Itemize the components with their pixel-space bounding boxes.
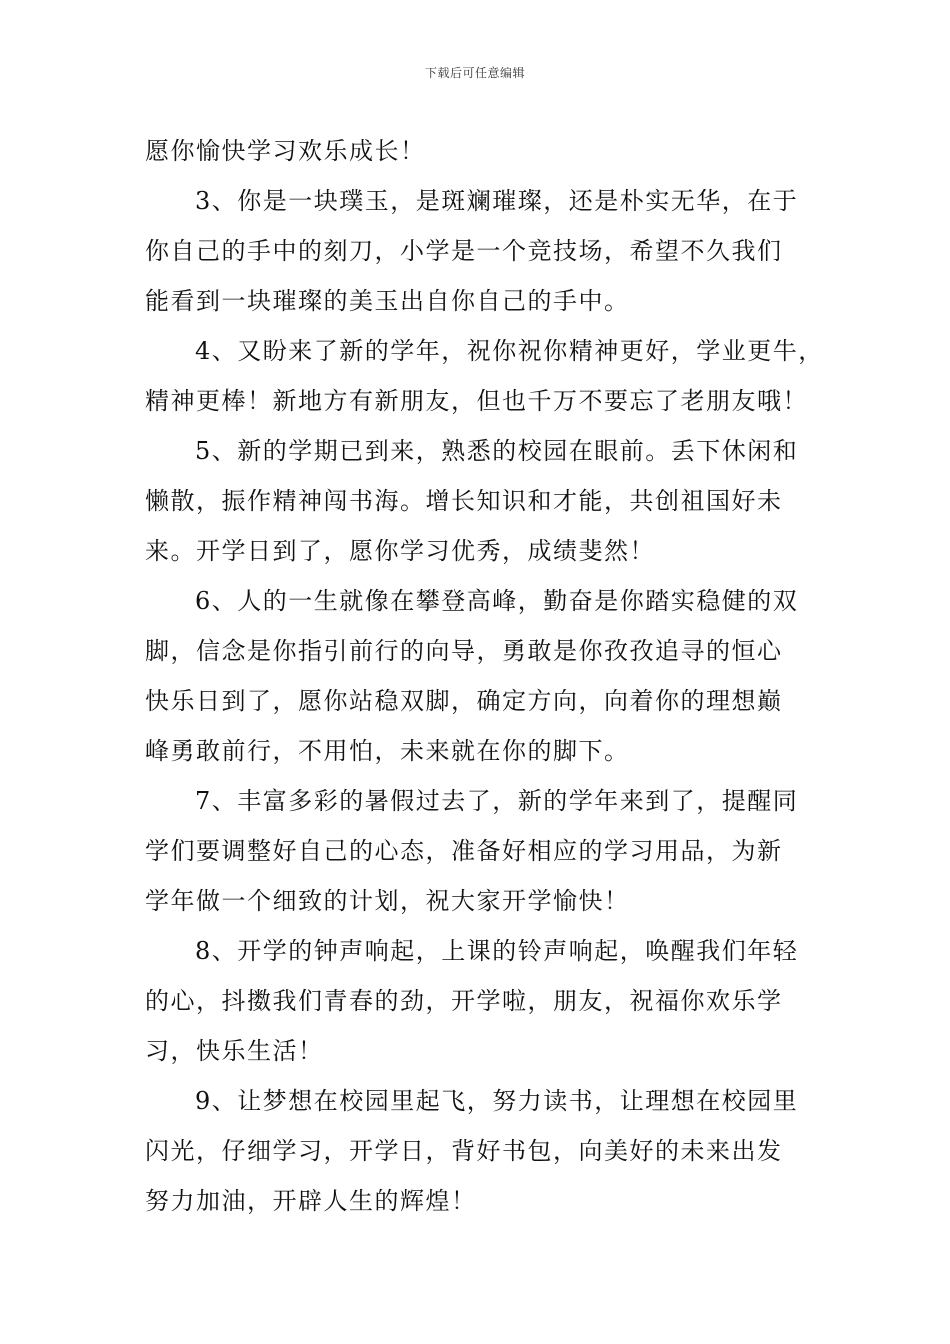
text-line: 努力加油，开辟人生的辉煌！ xyxy=(145,1187,477,1215)
document-body xyxy=(145,126,824,1226)
paragraph-4-line-1: 4、又盼来了新的学年，祝你祝你精神更好，学业更牛， xyxy=(195,337,824,365)
text-line: 峰勇敢前行，不用怕，未来就在你的脚下。 xyxy=(145,737,630,765)
page-header: 下载后可任意编辑 xyxy=(424,66,525,80)
paragraph-6-line-1: 6、人的一生就像在攀登高峰，勤奋是你踏实稳健的双 xyxy=(195,587,799,615)
paragraph-5-line-1: 5、新的学期已到来，熟悉的校园在眼前。丢下休闲和 xyxy=(195,437,799,465)
text-line: 能看到一块璀璨的美玉出自你自己的手中。 xyxy=(145,287,630,315)
text-line: 习，快乐生活！ xyxy=(145,1037,324,1065)
paragraph-9-line-1: 9、让梦想在校园里起飞，努力读书，让理想在校园里 xyxy=(195,1087,799,1115)
text-line: 闪光，仔细学习，开学日，背好书包，向美好的未来出发 xyxy=(145,1137,783,1165)
text-line: 懒散，振作精神闯书海。增长知识和才能，共创祖国好未 xyxy=(145,487,783,515)
text-line: 脚，信念是你指引前行的向导，勇敢是你孜孜追寻的恒心 xyxy=(145,637,783,665)
text-line: 快乐日到了，愿你站稳双脚，确定方向，向着你的理想巅 xyxy=(145,687,783,715)
text-line: 来。开学日到了，愿你学习优秀，成绩斐然！ xyxy=(145,537,655,565)
text-line: 精神更棒！新地方有新朋友，但也千万不要忘了老朋友哦！ xyxy=(145,387,808,415)
text-line: 的心，抖擞我们青春的劲，开学啦，朋友，祝福你欢乐学 xyxy=(145,987,783,1015)
paragraph-8-line-1: 8、开学的钟声响起，上课的铃声响起，唤醒我们年轻 xyxy=(195,937,799,965)
text-line: 你自己的手中的刻刀，小学是一个竞技场，希望不久我们 xyxy=(145,237,783,265)
text-line: 愿你愉快学习欢乐成长！ xyxy=(145,137,426,165)
paragraph-3-line-1: 3、你是一块璞玉，是斑斓璀璨，还是朴实无华，在于 xyxy=(195,187,799,215)
paragraph-7-line-1: 7、丰富多彩的暑假过去了，新的学年来到了，提醒同 xyxy=(195,787,799,815)
text-line: 学们要调整好自己的心态，准备好相应的学习用品，为新 xyxy=(145,837,783,865)
text-line: 学年做一个细致的计划，祝大家开学愉快！ xyxy=(145,887,630,915)
